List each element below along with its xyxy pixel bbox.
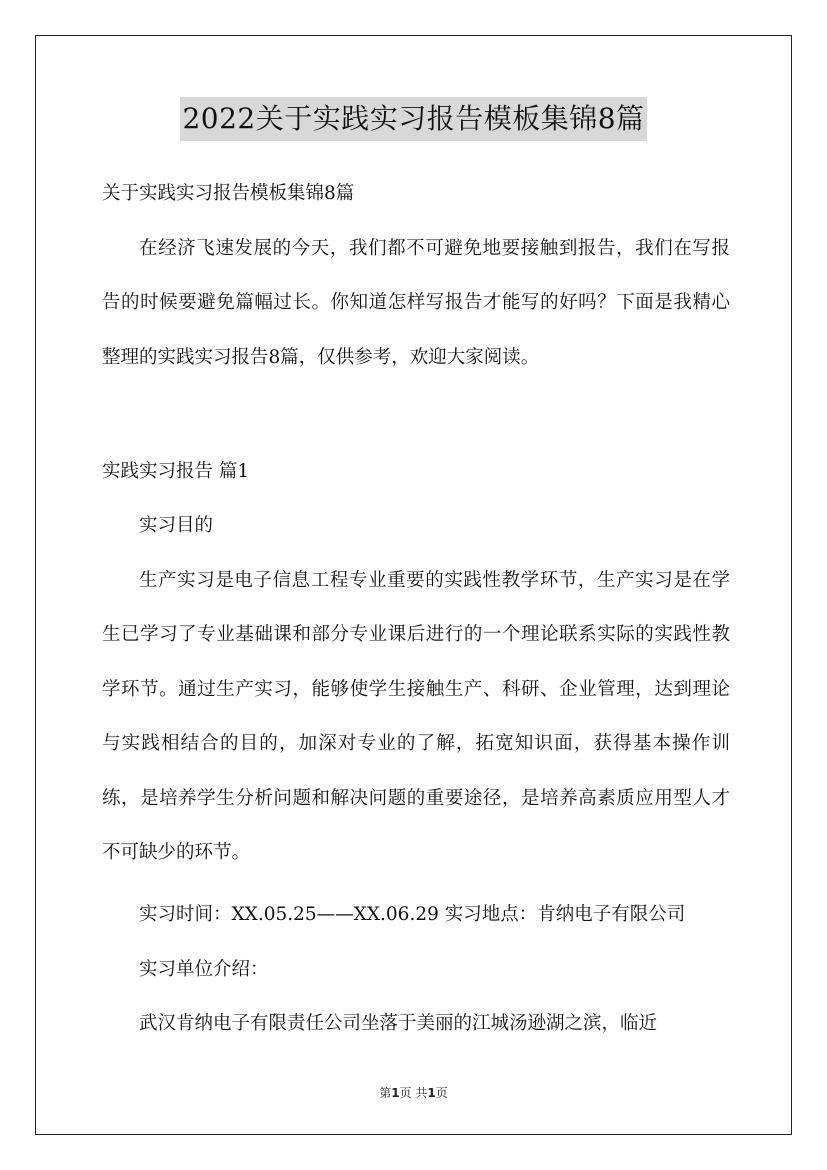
footer-mid: 页 共 [399,1086,428,1100]
document-body [102,174,730,1059]
purpose-paragraph: 生产实习是电子信息工程专业重要的实践性教学环节，生产实习是在学生已学习了专业基础课和部分专业课后进行的一个理论联系实际的实践性教学环节。通过生产实习，能够使学生接触生产、科研、企业管理，达到理论与实践相结合的目的，加深对专业的了解，拓宽知识面，获得基本操作训练，是培养学生分析问题和解决问题的重要途径，是培养高素质应用型人才不可缺少的环节。 [102,569,730,863]
unit-paragraph: 武汉肯纳电子有限责任公司坐落于美丽的江城汤逊湖之滨，临近 [139,1013,658,1034]
footer-prefix: 第 [379,1086,392,1100]
page-footer [0,1084,827,1101]
intro-paragraph: 在经济飞速发展的今天，我们都不可避免地要接触到报告，我们在写报告的时候要避免篇幅过长。你知道怎样写报告才能写的好吗？下面是我精心整理的实践实习报告8篇，仅供参考，欢迎大家阅读。 [102,237,730,368]
document-subtitle: 关于实践实习报告模板集锦8篇 [102,183,355,204]
spacer [102,400,730,452]
purpose-heading: 实习目的 [139,515,214,536]
footer-page-current: 1 [391,1086,400,1100]
footer-page-total: 1 [427,1086,436,1100]
unit-heading: 实习单位介绍： [139,958,269,980]
document-title: 2022关于实践实习报告模板集锦8篇 [180,97,646,141]
title-wrapper [0,97,827,141]
section-title: 实践实习报告 篇1 [102,460,250,482]
footer-suffix: 页 [435,1086,448,1100]
time-place-line: 实习时间：XX.05.25——XX.06.29 实习地点：肯纳电子有限公司 [139,904,686,925]
